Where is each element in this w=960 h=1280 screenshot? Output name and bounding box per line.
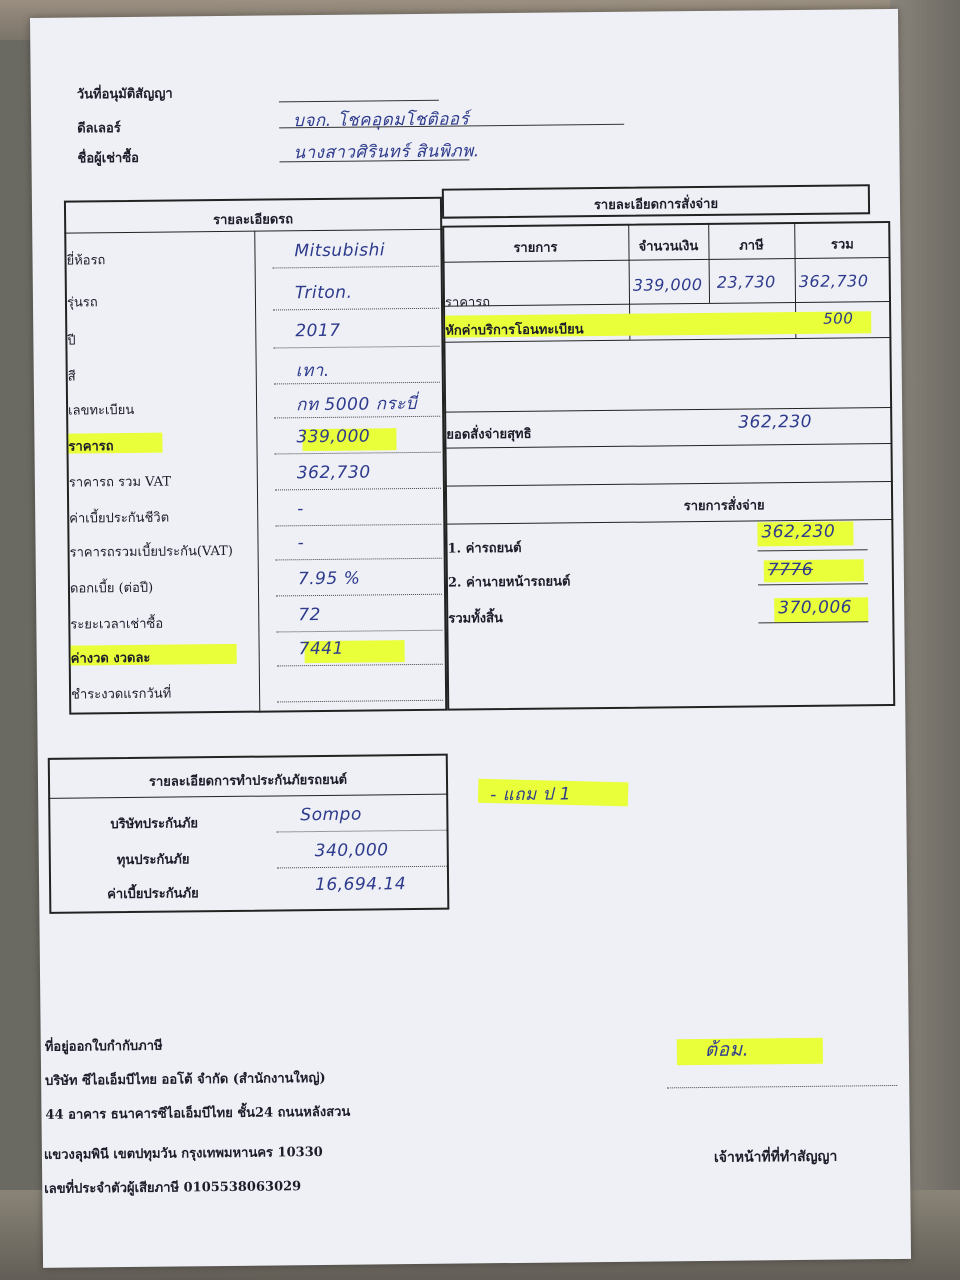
lessee-label: ชื่อผู้เช่าซื้อ: [77, 150, 140, 167]
dealer-value: บจก. โชคอุดมโชติออร์: [292, 109, 470, 132]
insurance-premium-value: 16,694.14: [314, 874, 407, 896]
contract-date-label: วันที่อนุมัติสัญญา: [76, 86, 173, 103]
car-row-value: 7.95 %: [297, 568, 361, 590]
car-row-label: ปี: [67, 333, 76, 349]
car-row-label: ราคารถ รวม VAT: [68, 474, 172, 491]
car-row-label: ค่างวด งวดละ: [70, 650, 151, 667]
fee-total: 500: [823, 309, 854, 328]
address-line-1: บริษัท ซีไอเอ็มบีไทย ออโต้ จำกัด (สำนักงานใหญ่): [45, 1070, 326, 1089]
car-row-value: 7441: [298, 638, 344, 660]
car-price-tax: 23,730: [716, 272, 776, 292]
payment-table: [442, 221, 895, 711]
address-line-2: 44 อาคาร ธนาคารซีไอเอ็มบีไทย ชั้น24 ถนนหลังสวน: [45, 1104, 351, 1123]
car-row-value: -: [297, 499, 304, 520]
car-row-value: 72: [298, 604, 322, 626]
insurance-company-label: บริษัทประกันภัย: [110, 816, 199, 833]
grand-value: 370,006: [778, 597, 853, 619]
insurance-title: รายละเอียดการทำประกันภัยรถยนต์: [148, 772, 348, 790]
car-details-title: รายละเอียดรถ: [213, 212, 294, 229]
car-row-label: สี: [67, 369, 76, 385]
car-row-value: 362,730: [296, 462, 371, 484]
signature: ต้อม.: [704, 1038, 750, 1061]
car-row-value: กท 5000 กระบี่: [295, 393, 418, 416]
car-price-amount: 339,000: [632, 274, 703, 295]
insurance-note: - แถม ป 1: [490, 784, 572, 806]
net-label: ยอดสั่งจ่ายสุทธิ: [446, 426, 532, 443]
col-total-header: รวม: [830, 237, 854, 253]
insurance-company-value: Sompo: [300, 804, 362, 826]
signature-highlight: [677, 1038, 823, 1066]
lessee-value: นางสาวศิรินทร์ สินพิภพ.: [293, 141, 480, 164]
car-row-label: ยี่ห้อรถ: [66, 253, 106, 269]
document-paper: [30, 9, 911, 1268]
car-row-label: ชำระงวดแรกวันที่: [71, 686, 172, 703]
order1-label: 1. ค่ารถยนต์: [447, 540, 522, 557]
order1-value: 362,230: [761, 521, 836, 543]
car-row-label: ราคารถ: [68, 439, 114, 455]
insurance-sum-value: 340,000: [314, 840, 389, 862]
car-row-value: Triton.: [294, 282, 353, 304]
dealer-label: ดีลเลอร์: [77, 121, 121, 137]
car-row-value: เทา.: [295, 360, 330, 382]
order2-label: 2. ค่านายหน้ารถยนต์: [447, 574, 571, 591]
net-value: 362,230: [738, 411, 813, 433]
grand-label: รวมทั้งสิ้น: [448, 611, 503, 627]
payment-title: รายละเอียดการสั่งจ่าย: [593, 196, 719, 214]
signer-label: เจ้าหน้าที่ที่ทำสัญญา: [713, 1148, 838, 1166]
car-row-value: Mitsubishi: [294, 240, 386, 262]
contract-date-line: [279, 100, 439, 103]
col-amount-header: จำนวนเงิน: [638, 239, 699, 255]
car-row-label: ระยะเวลาเช่าซื้อ: [70, 616, 164, 633]
address-line-3: แขวงลุมพินี เขตปทุมวัน กรุงเทพมหานคร 10330: [43, 1144, 323, 1163]
car-row-value: -: [297, 533, 305, 554]
car-price-row-label: ราคารถ: [444, 295, 491, 311]
car-row-label: ราคารถรวมเบี้ยประกัน(VAT): [69, 543, 233, 561]
fee-label: หักค่าบริการโอนทะเบียน: [445, 322, 584, 339]
order2-value: 7776: [767, 559, 814, 581]
address-title: ที่อยู่ออกใบกำกับภาษี: [44, 1038, 163, 1055]
car-row-value: 2017: [295, 320, 341, 342]
car-row-label: รุ่นรถ: [66, 295, 98, 311]
car-price-total: 362,730: [798, 271, 869, 291]
car-row-label: ค่าเบี้ยประกันชีวิต: [69, 510, 170, 527]
insurance-premium-label: ค่าเบี้ยประกันภัย: [107, 886, 199, 903]
car-row-value: 339,000: [296, 426, 371, 448]
car-row-label: ดอกเบี้ย (ต่อปี): [69, 580, 154, 597]
car-row-label: เลขทะเบียน: [68, 402, 135, 419]
insurance-sum-label: ทุนประกันภัย: [116, 852, 190, 869]
col-tax-header: ภาษี: [739, 238, 764, 254]
orders-title: รายการสั่งจ่าย: [683, 498, 765, 515]
col-item-header: รายการ: [513, 240, 558, 256]
signature-line: [667, 1085, 897, 1088]
tax-id-line: เลขที่ประจำตัวผู้เสียภาษี 0105538063029: [44, 1179, 302, 1197]
